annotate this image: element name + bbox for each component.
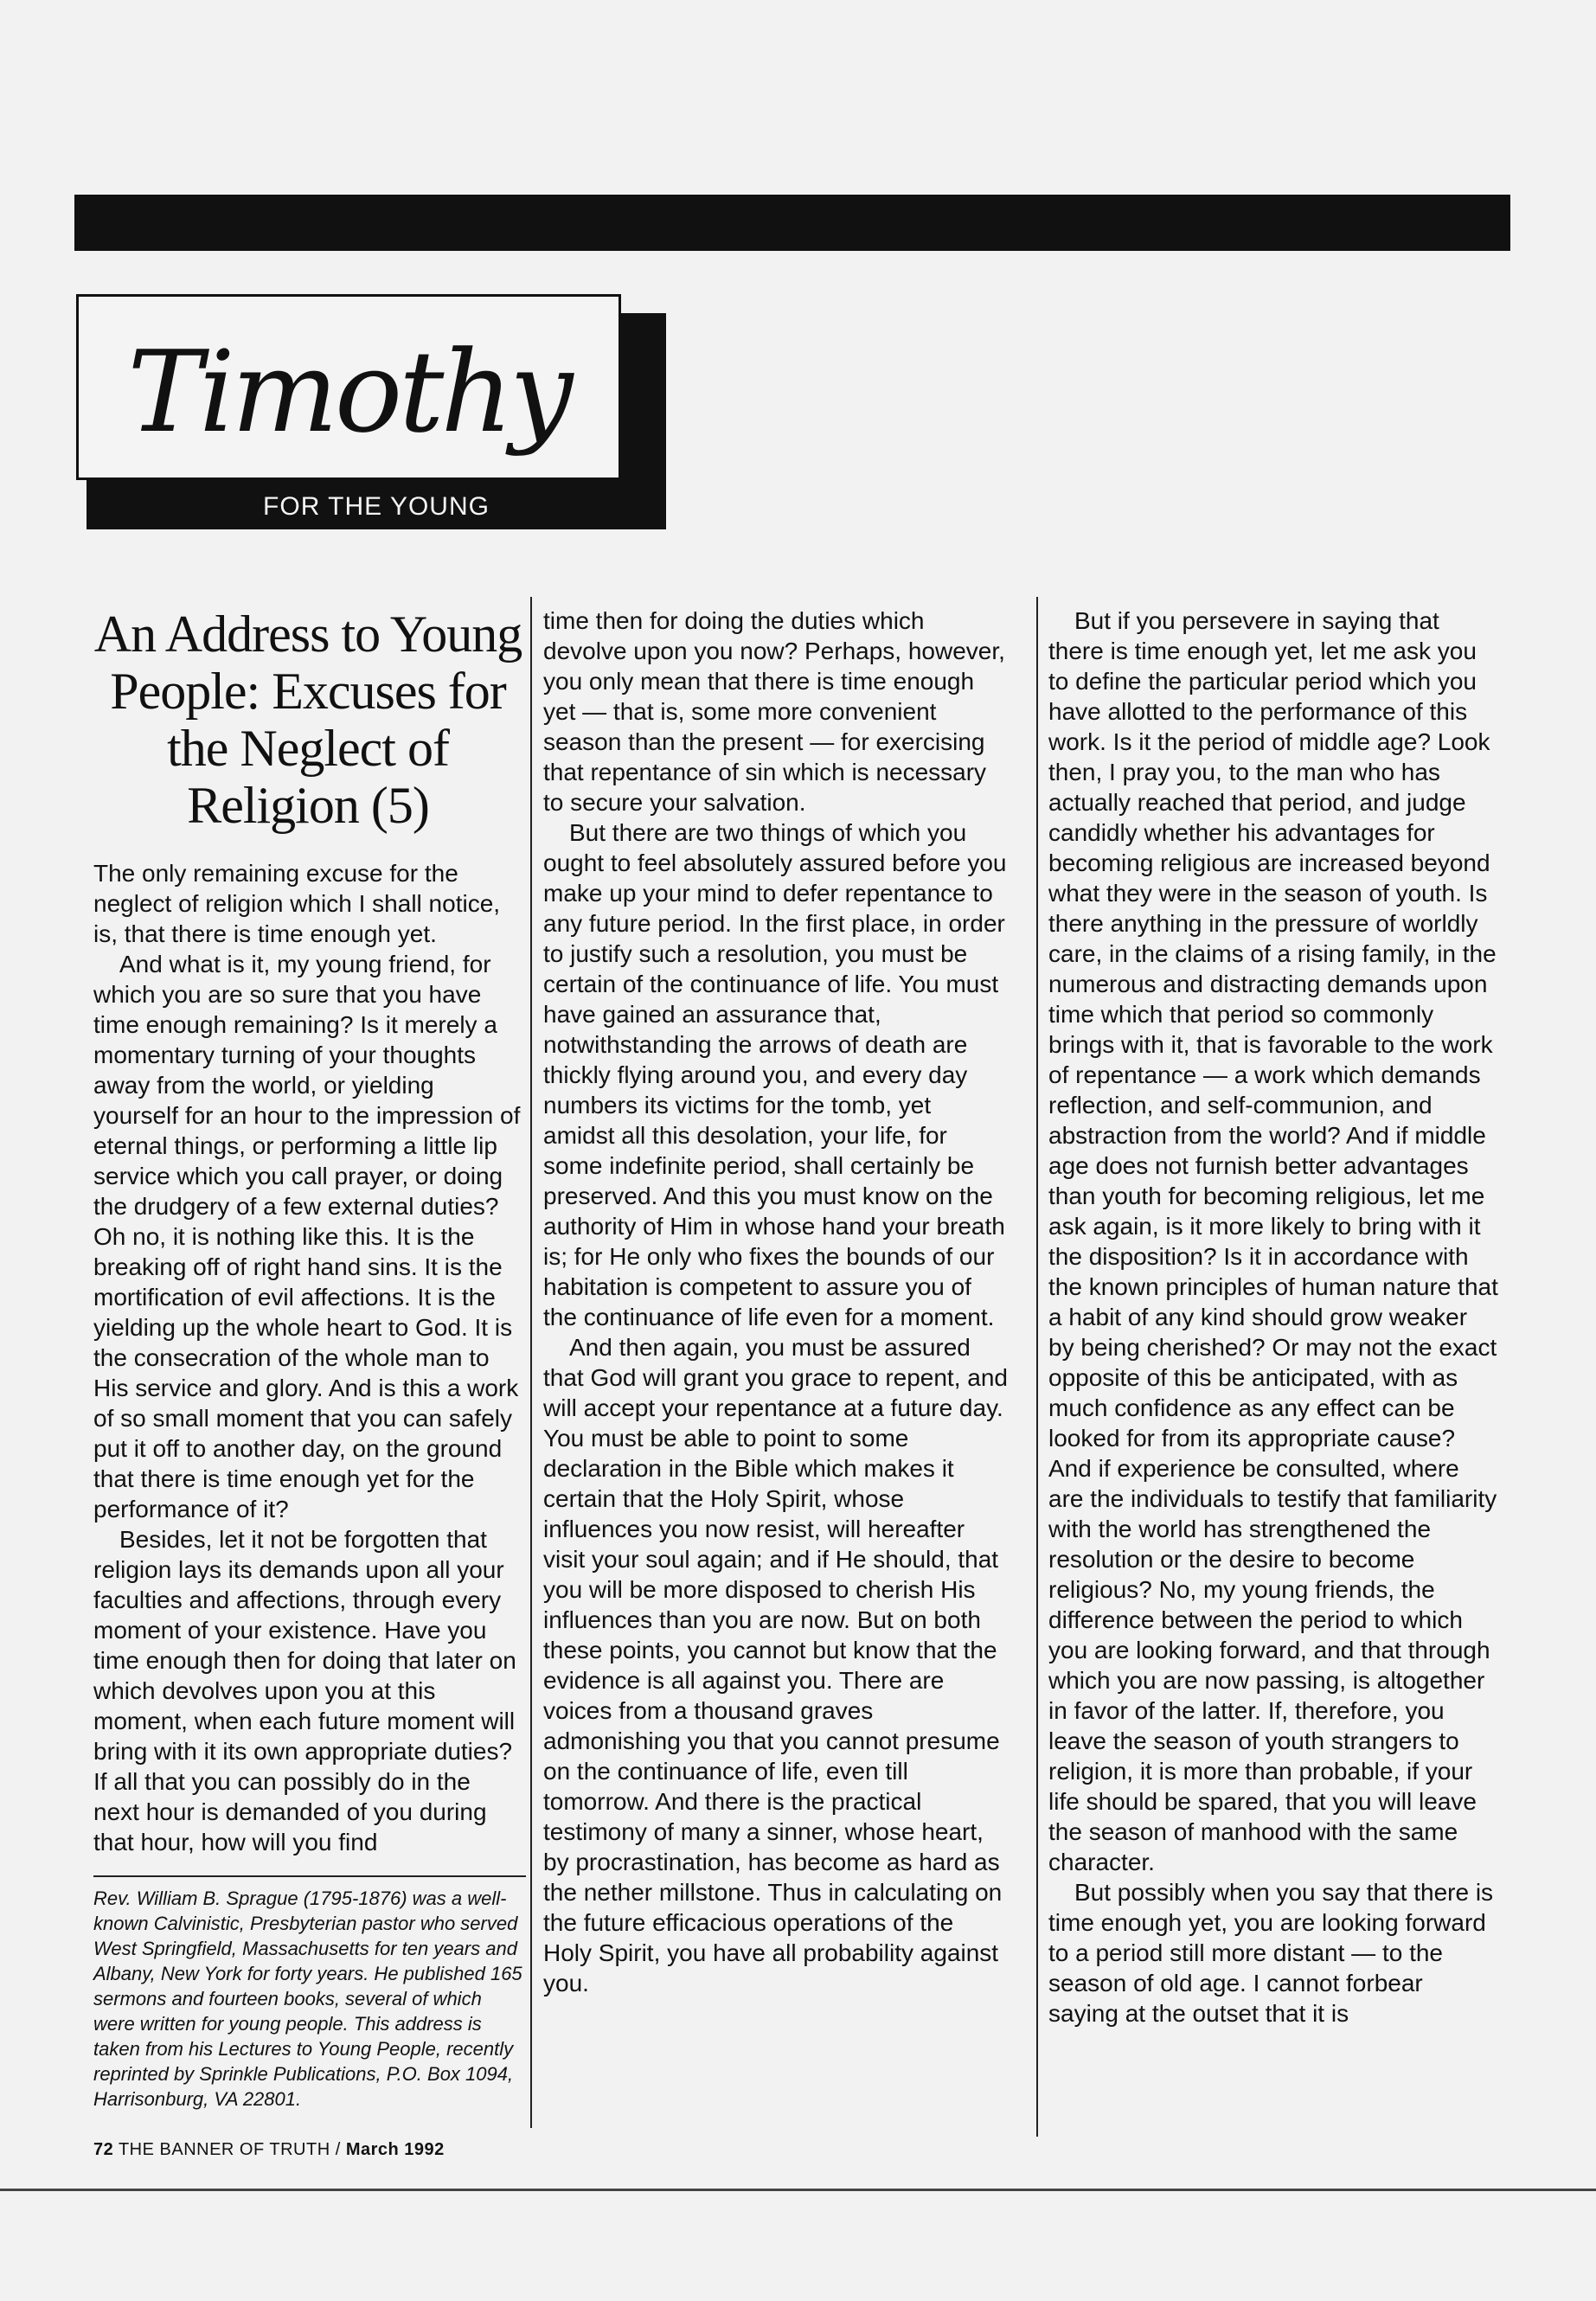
article-title: An Address to Young People: Excuses for the Neglect of Religion (5) xyxy=(93,606,522,834)
page-number: 72 xyxy=(93,2140,114,2159)
author-bio: Rev. William B. Sprague (1795-1876) was a well-known Calvinistic, Presbyterian pastor who served West Springfield, Massachusetts for ten years and Albany, New York for forty years. He published 165 sermons and fourteen books, several of which were written for young people. This address is taken from his Lectures to Young People, recently reprinted by Sprinkle Publications, P.O. Box 1094, Harrisonburg, VA 22801. xyxy=(93,1888,522,2110)
column-divider xyxy=(530,597,532,2128)
column-divider xyxy=(1036,597,1038,2137)
page-edge-rule xyxy=(0,2189,1596,2191)
publication-name: THE BANNER OF TRUTH / xyxy=(118,2140,341,2159)
header-bar xyxy=(74,195,1510,251)
masthead-title: Timothy xyxy=(127,325,570,458)
paragraph: The only remaining excuse for the neglect of religion which I shall notice, is, that there is time enough yet. xyxy=(93,860,501,947)
paragraph: Besides, let it not be forgotten that religion lays its demands upon all your faculties and affections, through every moment of your existence. Have you time enough then for doing that later on which devolves upon you at this moment, when each future moment will bring with it its own appropriate duties? If all that you can possibly do in the next hour is demanded of you during that hour, how will you find xyxy=(93,1526,516,1856)
paragraph: But if you persevere in saying that there is time enough yet, let me ask you to define the particular period which you have allotted to the performance of this work. Is it the period of middle age? Look then, I pray you, to the man who has actually reached that period, and judge candidly whether his advantages for becoming religious are increased beyond what they were in the season of youth. Is there anything in the pressure of worldly care, in the claims of a rising family, in the numerous and distracting demands upon time which that period so commonly brings with it, that is favorable to the work of repentance — a work which demands reflection, and self-communion, and abstraction from the world? And if middle age does not furnish better advantages than youth for becoming religious, let me ask again, is it more likely to bring with it the disposition? Is it in accordance with the known principles of human nature that a habit of any kind should grow weaker by being cherished? Or may not the exact opposite of this be anticipated, with as much confidence as any effect can be looked for from its appropriate cause? And if experience be consulted, where are the individuals to testify that familiarity with the world has strengthened the resolution or the desire to become religious? No, my young friends, the difference between the period to which you are looking forward, and that through which you are now passing, is altogether in favor of the latter. If, therefore, you leave the season of youth strangers to religion, it is more than probable, if your life should be spared, that you will leave the season of manhood with the same character. xyxy=(1048,607,1498,1875)
column-3 xyxy=(1048,606,1498,2029)
column-1 xyxy=(93,606,522,1857)
paragraph: And then again, you must be assured that God will grant you grace to repent, and will accept your repentance at a future day. You must be able to point to some declaration in the Bible which makes it certain that the Holy Spirit, whose influences you now resist, will hereafter visit your soul again; and if He should, that you will be more disposed to cherish His influences than you are now. But on both these points, you cannot but know that the evidence is all against you. There are voices from a thousand graves admonishing you that you cannot presume on the continuance of life, even till tomorrow. And there is the practical testimony of many a sinner, whose heart, by procrastination, has become as hard as the nether millstone. Thus in calculating on the future efficacious operations of the Holy Spirit, you have all probability against you. xyxy=(543,1334,1008,1997)
issue-date: March 1992 xyxy=(345,2140,445,2159)
paragraph: But there are two things of which you ought to feel absolutely assured before you make up your mind to defer repentance to any future period. In the first place, in order to justify such a resolution, you must be certain of the continuance of life. You must have gained an assurance that, notwithstanding the arrows of death are thickly flying around you, and every day numbers its victims for the tomb, yet amidst all this desolation, your life, for some indefinite period, shall certainly be preserved. And this you must know on the authority of Him in whose hand your breath is; for He only who fixes the bounds of our habitation is competent to assure you of the continuance of life even for a moment. xyxy=(543,819,1007,1330)
masthead xyxy=(76,294,621,480)
paragraph: But possibly when you say that there is time enough yet, you are looking forward to a period still more distant — to the season of old age. I cannot forbear saying at the outset that it is xyxy=(1048,1879,1494,2027)
bio-rule xyxy=(93,1875,526,1877)
masthead-subtitle: FOR THE YOUNG xyxy=(263,492,490,521)
column-2 xyxy=(543,606,1009,1998)
paragraph: time then for doing the duties which devolve upon you now? Perhaps, however, you only mean that there is time enough yet — that is, some more convenient season than the present — for exercising that repentance of sin which is necessary to secure your salvation. xyxy=(543,607,1005,816)
paragraph: And what is it, my young friend, for which you are so sure that you have time enough remaining? Is it merely a momentary turning of your thoughts away from the world, or yielding yourself for an hour to the impression of eternal things, or performing a little lip service which you call prayer, or doing the drudgery of a few external duties? Oh no, it is nothing like this. It is the breaking off of right hand sins. It is the mortification of evil affections. It is the yielding up the whole heart to God. It is the consecration of the whole man to His service and glory. And is this a work of so small moment that you can safely put it off to another day, on the ground that there is time enough yet for the performance of it? xyxy=(93,951,521,1522)
page-footer xyxy=(93,2140,445,2160)
